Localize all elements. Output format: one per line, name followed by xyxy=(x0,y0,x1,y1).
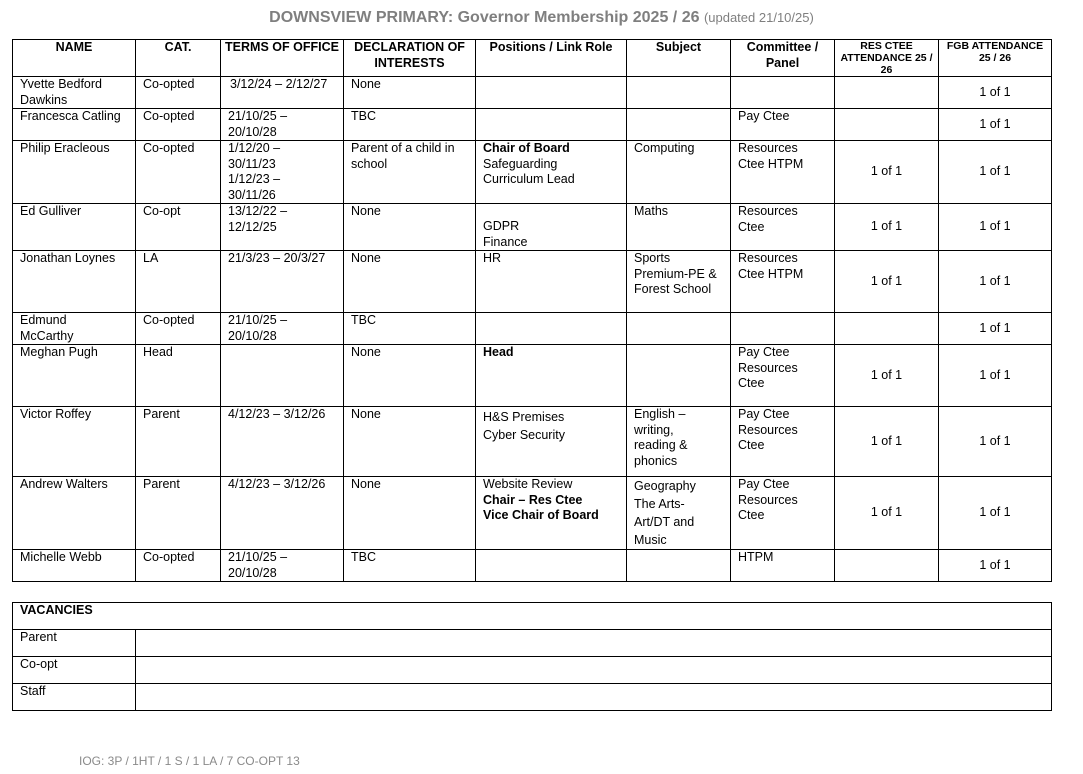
member-committee: Pay Ctee xyxy=(731,109,835,141)
member-position-bold: Head xyxy=(483,345,514,359)
member-positions xyxy=(476,477,627,550)
member-positions xyxy=(476,345,627,407)
member-subject xyxy=(627,550,731,582)
member-fgb-attendance: 1 of 1 xyxy=(939,477,1052,550)
member-fgb-attendance: 1 of 1 xyxy=(939,251,1052,313)
page-title xyxy=(0,9,1083,27)
member-name: Edmund McCarthy xyxy=(13,313,136,345)
table-row xyxy=(13,204,1052,251)
vacancies-table xyxy=(12,602,1052,711)
member-positions xyxy=(476,77,627,109)
vacancy-value xyxy=(136,630,1052,657)
member-position-roles: Safeguarding Curriculum Lead xyxy=(483,156,575,186)
member-cat: Head xyxy=(136,345,221,407)
member-cat: Co-opted xyxy=(136,141,221,204)
member-positions xyxy=(476,109,627,141)
members-table xyxy=(12,39,1052,582)
member-declaration: TBC xyxy=(344,550,476,582)
member-subject: Sports Premium-PE & Forest School xyxy=(627,251,731,313)
member-res-attendance: 1 of 1 xyxy=(835,477,939,550)
member-committee: Pay Ctee Resources Ctee xyxy=(731,345,835,407)
member-position-roles: H&S Premises Cyber Security xyxy=(483,410,565,442)
header-committee: Committee / Panel xyxy=(731,40,835,77)
member-declaration: None xyxy=(344,77,476,109)
vacancy-row xyxy=(13,657,1052,684)
member-cat: Co-opted xyxy=(136,77,221,109)
table-row xyxy=(13,313,1052,345)
member-committee: Pay Ctee Resources Ctee xyxy=(731,407,835,477)
vacancy-row xyxy=(13,684,1052,711)
title-main: DOWNSVIEW PRIMARY: Governor Membership 2025 / 26 xyxy=(269,9,700,26)
member-terms: 1/12/20 – 30/11/23 1/12/23 – 30/11/26 xyxy=(221,141,344,204)
member-terms: 21/3/23 – 20/3/27 xyxy=(221,251,344,313)
member-cat: Parent xyxy=(136,477,221,550)
table-row xyxy=(13,251,1052,313)
vacancies-heading: VACANCIES xyxy=(13,603,1052,630)
member-cat: Parent xyxy=(136,407,221,477)
member-position-bold: Chair of Board xyxy=(483,141,570,155)
member-declaration: None xyxy=(344,345,476,407)
footer-summary: IOG: 3P / 1HT / 1 S / 1 LA / 7 CO-OPT 13 xyxy=(79,754,300,768)
member-fgb-attendance: 1 of 1 xyxy=(939,407,1052,477)
member-fgb-attendance: 1 of 1 xyxy=(939,550,1052,582)
member-name: Victor Roffey xyxy=(13,407,136,477)
member-terms: 21/10/25 – 20/10/28 xyxy=(221,109,344,141)
member-name: Yvette Bedford Dawkins xyxy=(13,77,136,109)
member-position-roles: GDPR Finance xyxy=(483,219,528,249)
member-subject xyxy=(627,109,731,141)
member-res-attendance: 1 of 1 xyxy=(835,141,939,204)
member-terms: 21/10/25 – 20/10/28 xyxy=(221,550,344,582)
member-res-attendance: 1 of 1 xyxy=(835,345,939,407)
header-declaration: DECLARATION OF INTERESTS xyxy=(344,40,476,77)
vacancy-label: Co-opt xyxy=(13,657,136,684)
member-name: Andrew Walters xyxy=(13,477,136,550)
member-res-attendance xyxy=(835,77,939,109)
header-positions: Positions / Link Role xyxy=(476,40,627,77)
member-committee xyxy=(731,313,835,345)
member-committee: Resources Ctee HTPM xyxy=(731,251,835,313)
member-fgb-attendance: 1 of 1 xyxy=(939,345,1052,407)
header-subject: Subject xyxy=(627,40,731,77)
member-positions xyxy=(476,141,627,204)
member-terms: 4/12/23 – 3/12/26 xyxy=(221,477,344,550)
table-row xyxy=(13,407,1052,477)
member-res-attendance xyxy=(835,109,939,141)
header-res-ctee: RES CTEE ATTENDANCE 25 / 26 xyxy=(835,40,939,77)
member-declaration: TBC xyxy=(344,313,476,345)
header-fgb: FGB ATTENDANCE 25 / 26 xyxy=(939,40,1052,77)
member-name: Meghan Pugh xyxy=(13,345,136,407)
member-subject: Computing xyxy=(627,141,731,204)
member-cat: Co-opted xyxy=(136,109,221,141)
member-res-attendance xyxy=(835,550,939,582)
member-res-attendance: 1 of 1 xyxy=(835,251,939,313)
vacancy-value xyxy=(136,657,1052,684)
member-position-roles: Website Review xyxy=(483,477,573,491)
member-res-attendance: 1 of 1 xyxy=(835,407,939,477)
header-terms: TERMS OF OFFICE xyxy=(221,40,344,77)
member-subject xyxy=(627,313,731,345)
table-row xyxy=(13,550,1052,582)
member-positions xyxy=(476,407,627,477)
member-cat: Co-opted xyxy=(136,313,221,345)
member-terms xyxy=(221,345,344,407)
member-committee: Resources Ctee xyxy=(731,204,835,251)
member-cat: Co-opt xyxy=(136,204,221,251)
vacancy-label: Staff xyxy=(13,684,136,711)
member-cat: Co-opted xyxy=(136,550,221,582)
header-cat: CAT. xyxy=(136,40,221,77)
vacancy-label: Parent xyxy=(13,630,136,657)
member-positions xyxy=(476,550,627,582)
member-fgb-attendance: 1 of 1 xyxy=(939,109,1052,141)
member-name: Ed Gulliver xyxy=(13,204,136,251)
member-positions xyxy=(476,204,627,251)
member-positions xyxy=(476,313,627,345)
member-fgb-attendance: 1 of 1 xyxy=(939,313,1052,345)
member-subject: Maths xyxy=(627,204,731,251)
member-name: Francesca Catling xyxy=(13,109,136,141)
vacancies-heading-row xyxy=(13,603,1052,630)
member-res-attendance xyxy=(835,313,939,345)
member-terms: 13/12/22 – 12/12/25 xyxy=(221,204,344,251)
member-subject xyxy=(627,345,731,407)
member-subject: English – writing, reading & phonics xyxy=(627,407,731,477)
table-row xyxy=(13,345,1052,407)
member-res-attendance: 1 of 1 xyxy=(835,204,939,251)
table-row xyxy=(13,109,1052,141)
member-position-bold: Chair – Res Ctee Vice Chair of Board xyxy=(483,492,599,522)
member-committee: Resources Ctee HTPM xyxy=(731,141,835,204)
member-declaration: None xyxy=(344,251,476,313)
table-row xyxy=(13,141,1052,204)
member-committee: HTPM xyxy=(731,550,835,582)
member-declaration: None xyxy=(344,204,476,251)
member-committee xyxy=(731,77,835,109)
header-row xyxy=(13,40,1052,77)
member-declaration: None xyxy=(344,407,476,477)
member-terms: 3/12/24 – 2/12/27 xyxy=(221,77,344,109)
member-subject xyxy=(627,77,731,109)
member-name: Jonathan Loynes xyxy=(13,251,136,313)
member-declaration: Parent of a child in school xyxy=(344,141,476,204)
member-declaration: TBC xyxy=(344,109,476,141)
member-fgb-attendance: 1 of 1 xyxy=(939,141,1052,204)
vacancy-value xyxy=(136,684,1052,711)
member-declaration: None xyxy=(344,477,476,550)
member-cat: LA xyxy=(136,251,221,313)
header-name: NAME xyxy=(13,40,136,77)
table-row xyxy=(13,77,1052,109)
vacancy-row xyxy=(13,630,1052,657)
member-fgb-attendance: 1 of 1 xyxy=(939,204,1052,251)
member-name: Michelle Webb xyxy=(13,550,136,582)
member-terms: 21/10/25 – 20/10/28 xyxy=(221,313,344,345)
member-subject: Geography The Arts- Art/DT and Music xyxy=(627,477,731,550)
member-name: Philip Eracleous xyxy=(13,141,136,204)
member-terms: 4/12/23 – 3/12/26 xyxy=(221,407,344,477)
member-committee: Pay Ctee Resources Ctee xyxy=(731,477,835,550)
title-updated: (updated 21/10/25) xyxy=(703,10,814,25)
table-row xyxy=(13,477,1052,550)
member-fgb-attendance: 1 of 1 xyxy=(939,77,1052,109)
member-positions: HR xyxy=(476,251,627,313)
